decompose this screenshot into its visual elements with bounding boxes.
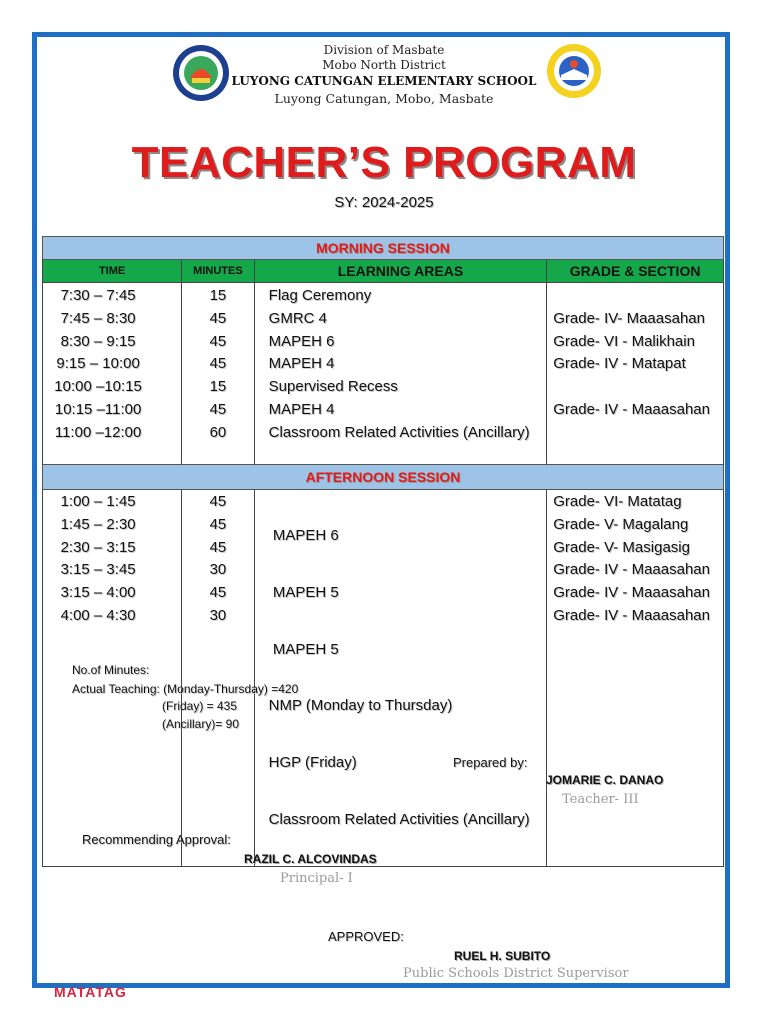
table-cell: 45 — [209, 538, 227, 556]
table-cell — [547, 422, 723, 445]
minutes-ancillary: (Ancillary)= 90 — [162, 717, 240, 731]
table-cell: 3:15 – 4:00 — [60, 584, 136, 602]
table-cell: MAPEH 5 — [268, 640, 339, 658]
prepared-by-label: Prepared by: — [453, 755, 528, 770]
afternoon-session-label: AFTERNOON SESSION — [43, 465, 724, 490]
table-header-row — [43, 260, 724, 283]
table-cell: Grade- IV - Maaasahan — [553, 561, 710, 579]
matatag-logo: MATATAG — [54, 984, 127, 1000]
table-cell: Grade- V- Masigasig — [553, 538, 690, 556]
recommending-approval-label: Recommending Approval: — [82, 832, 231, 847]
table-cell: Grade- VI - Malikhain — [553, 332, 695, 350]
district-text: Mobo North District — [322, 58, 446, 72]
approved-name: RUEL H. SUBITO — [454, 949, 551, 963]
table-cell: GMRC 4 — [268, 309, 327, 327]
table-cell: 15 — [209, 378, 227, 396]
table-cell: Grade- IV- Maaasahan — [553, 309, 705, 327]
table-cell: 9:15 – 10:00 — [56, 355, 140, 373]
table-cell: 7:30 – 7:45 — [60, 287, 136, 304]
learning-areas-header: LEARNING AREAS — [254, 260, 547, 283]
prepared-by-name: JOMARIE C. DANAO — [546, 773, 664, 787]
table-cell: 45 — [209, 515, 227, 533]
minutes-friday: (Friday) = 435 — [162, 699, 238, 713]
school-address: Luyong Catungan, Mobo, Masbate — [274, 91, 494, 106]
table-cell: 45 — [209, 309, 227, 327]
table-cell — [547, 376, 723, 399]
table-cell: 4:00 – 4:30 — [60, 606, 136, 624]
table-cell: Grade- IV - Maaasahan — [553, 606, 710, 624]
page-title: TEACHER’S PROGRAM — [131, 138, 637, 187]
table-cell: Classroom Related Activities (Ancillary) — [268, 810, 530, 828]
school-name: LUYONG CATUNGAN ELEMENTARY SCHOOL — [231, 74, 537, 88]
table-cell: 30 — [209, 561, 227, 579]
morning-rows — [43, 283, 724, 465]
table-cell: Grade- IV - Maaasahan — [553, 400, 710, 418]
table-cell: 60 — [209, 423, 227, 441]
table-cell: 15 — [209, 287, 227, 304]
minutes-actual-teaching: Actual Teaching: (Monday-Thursday) =420 — [72, 682, 299, 696]
recommending-approval-name: RAZIL C. ALCOVINDAS — [244, 852, 377, 866]
table-cell: Supervised Recess — [268, 378, 398, 396]
table-cell: 1:00 – 1:45 — [60, 493, 136, 510]
table-cell: 45 — [209, 332, 227, 350]
table-cell: Grade- IV - Maaasahan — [553, 584, 710, 602]
afternoon-rows — [43, 490, 724, 867]
table-cell: 7:45 – 8:30 — [60, 309, 136, 327]
time-header: TIME — [43, 260, 182, 283]
table-cell: HGP (Friday) — [268, 754, 357, 772]
table-cell: 2:30 – 3:15 — [60, 538, 136, 556]
approved-label: APPROVED: — [328, 929, 404, 944]
table-cell: MAPEH 4 — [268, 355, 335, 373]
minutes-heading: No.of Minutes: — [72, 663, 150, 677]
recommending-approval-position: Principal- I — [280, 871, 353, 886]
approved-position: Public Schools District Supervisor — [403, 966, 629, 981]
table-cell: Grade- IV - Matapat — [553, 355, 686, 373]
table-cell: 45 — [209, 400, 227, 418]
table-cell: Grade- V- Magalang — [553, 515, 689, 533]
table-cell: 10:00 –10:15 — [54, 378, 142, 396]
table-cell: MAPEH 4 — [268, 400, 335, 418]
table-cell: 45 — [209, 493, 227, 510]
table-cell: Grade- VI- Matatag — [553, 493, 682, 510]
table-cell: 1:45 – 2:30 — [60, 515, 136, 533]
table-cell: 45 — [209, 355, 227, 373]
table-cell: Flag Ceremony — [268, 287, 372, 304]
table-cell: Classroom Related Activities (Ancillary) — [268, 423, 530, 441]
table-cell: MAPEH 6 — [268, 332, 335, 350]
morning-session-label: MORNING SESSION — [43, 237, 724, 260]
table-cell: 45 — [209, 584, 227, 602]
table-cell: 10:15 –11:00 — [54, 400, 142, 418]
table-cell: 3:15 – 3:45 — [60, 561, 136, 579]
table-cell: 8:30 – 9:15 — [60, 332, 136, 350]
minutes-header: MINUTES — [182, 260, 254, 283]
table-cell — [547, 285, 723, 308]
table-cell: 11:00 –12:00 — [54, 423, 142, 441]
table-cell: MAPEH 6 — [268, 527, 339, 544]
table-cell: NMP (Monday to Thursday) — [268, 697, 453, 715]
division-text: Division of Masbate — [323, 43, 445, 57]
table-cell: MAPEH 5 — [268, 583, 339, 601]
table-cell: 30 — [209, 606, 227, 624]
prepared-by-position: Teacher- III — [562, 792, 639, 807]
grade-section-header: GRADE & SECTION — [547, 260, 724, 283]
school-year: SY: 2024-2025 — [334, 194, 434, 211]
